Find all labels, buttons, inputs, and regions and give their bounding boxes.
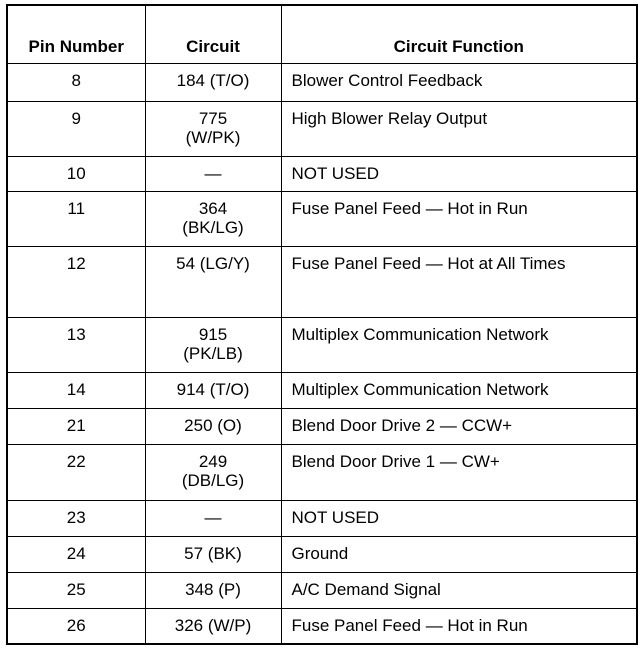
circuit-number: 57 (BK) [184,544,242,564]
circuit-cell [145,501,281,537]
circuit-cell [145,608,281,644]
table-row [7,444,637,501]
pin-number-cell: 9 [7,101,145,156]
table-row [7,501,637,537]
circuit-function-cell: Blower Control Feedback [281,64,637,102]
header-pin-number [7,5,145,64]
circuit-number: — [204,508,222,528]
circuit-function-cell: Ground [281,537,637,573]
circuit-cell [145,192,281,247]
table-row [7,246,637,318]
pin-number-cell: 22 [7,444,145,501]
circuit-function-cell: Blend Door Drive 2 — CCW+ [281,408,637,444]
circuit-number: 326 (W/P) [174,615,252,635]
pin-number-cell: 21 [7,408,145,444]
circuit-color: (BK/LG) [182,218,244,238]
pin-number-cell: 13 [7,318,145,373]
table-row [7,318,637,373]
circuit-function-cell: High Blower Relay Output [281,101,637,156]
pin-number-cell: 24 [7,537,145,573]
table-row [7,192,637,247]
header-circuit-function: Circuit Function [281,5,637,64]
circuit-cell [145,444,281,501]
table-row [7,373,637,409]
circuit-cell [145,373,281,409]
circuit-cell [145,572,281,608]
circuit-number: 348 (P) [185,579,241,599]
circuit-number: 54 (LG/Y) [176,253,250,273]
circuit-function-cell: NOT USED [281,501,637,537]
pin-number-cell: 10 [7,156,145,192]
table-row [7,408,637,444]
circuit-number: 914 (T/O) [176,380,250,400]
table-row [7,156,637,192]
circuit-number: — [204,163,222,183]
circuit-function-cell: Multiplex Communication Network [281,373,637,409]
pin-number-cell: 11 [7,192,145,247]
circuit-cell [145,537,281,573]
pin-number-cell: 26 [7,608,145,644]
pin-number-cell: 8 [7,64,145,102]
circuit-function-cell: Fuse Panel Feed — Hot at All Times [281,246,637,318]
circuit-number: 915 [198,325,228,345]
header-row [7,5,637,64]
pin-number-cell: 23 [7,501,145,537]
pin-number-cell: 25 [7,572,145,608]
circuit-function-cell: Fuse Panel Feed — Hot in Run [281,192,637,247]
pin-table [6,4,638,645]
circuit-cell [145,318,281,373]
circuit-cell [145,64,281,102]
header-circuit: Circuit [145,5,281,64]
circuit-function-cell: A/C Demand Signal [281,572,637,608]
circuit-number: 364 [198,199,228,219]
circuit-color: (PK/LB) [183,344,243,364]
table-row [7,64,637,102]
circuit-function-cell: Multiplex Communication Network [281,318,637,373]
circuit-number: 184 (T/O) [176,71,250,90]
circuit-cell [145,246,281,318]
table-row [7,608,637,644]
circuit-number: 775 [198,108,228,128]
table-row [7,537,637,573]
circuit-number: 250 (O) [184,415,242,435]
circuit-color: (W/PK) [185,127,241,147]
circuit-cell [145,156,281,192]
header-pin-line1: Pin [28,37,55,56]
table-row [7,101,637,156]
circuit-cell [145,101,281,156]
circuit-function-cell: NOT USED [281,156,637,192]
circuit-number: 249 [198,451,228,471]
circuit-cell [145,408,281,444]
circuit-function-cell: Blend Door Drive 1 — CW+ [281,444,637,501]
pin-number-cell: 14 [7,373,145,409]
pin-number-cell: 12 [7,246,145,318]
circuit-function-cell: Fuse Panel Feed — Hot in Run [281,608,637,644]
table-row [7,572,637,608]
circuit-color: (DB/LG) [181,470,245,490]
header-pin-line2: Number [59,37,124,56]
